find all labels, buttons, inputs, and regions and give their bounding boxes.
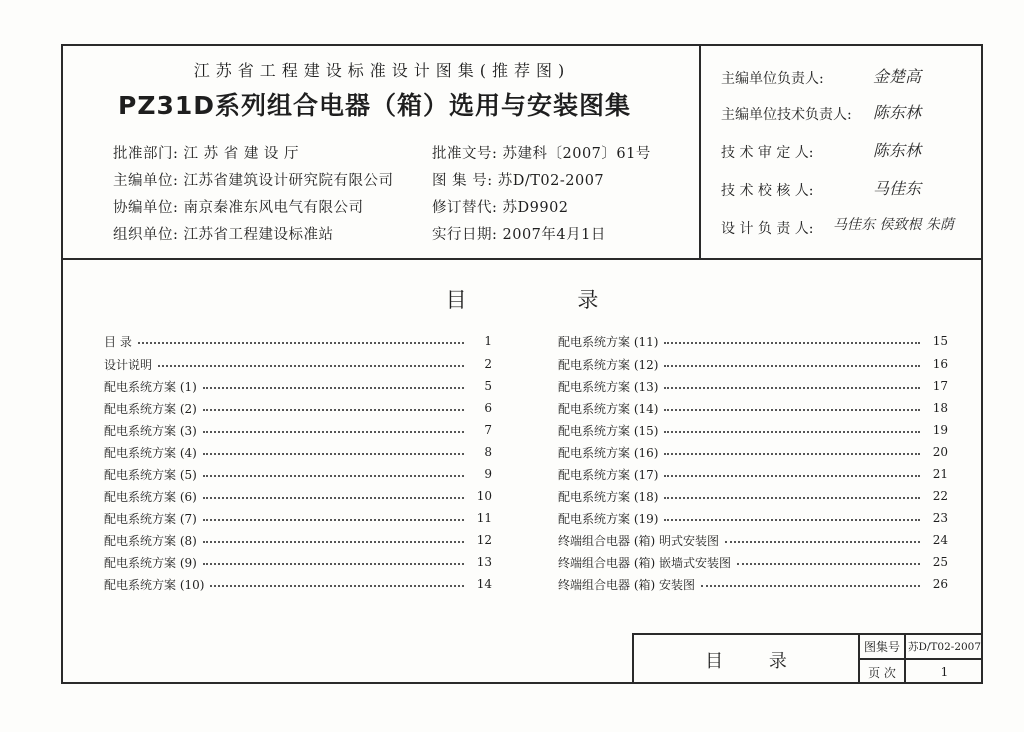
page-label: 页 次: [860, 660, 906, 684]
responsible-technical-label: 主编单位技术负责人:: [721, 107, 852, 123]
toc-item[interactable]: 配电系统方案 (18) 22: [558, 489, 948, 504]
signature-5: 马佳东 侯致根 朱荫: [833, 217, 954, 233]
leader-dots: [203, 453, 464, 455]
page-number: 1: [940, 665, 949, 679]
signature-1: 金楚高: [873, 67, 922, 86]
toc-item[interactable]: 终端组合电器 (箱) 明式安装图 24: [558, 533, 948, 548]
chief-editor-unit: 主编单位: 江苏省建筑设计研究院有限公司: [113, 173, 394, 189]
toc-item[interactable]: 目 录 1: [104, 334, 492, 349]
toc-item[interactable]: 配电系统方案 (5) 9: [104, 467, 492, 482]
leader-dots: [203, 541, 464, 543]
leader-dots: [158, 365, 464, 367]
leader-dots: [701, 585, 920, 587]
leader-dots: [210, 585, 464, 587]
leader-dots: [725, 541, 920, 543]
leader-dots: [664, 365, 920, 367]
toc-item[interactable]: 配电系统方案 (1) 5: [104, 379, 492, 394]
toc-item[interactable]: 配电系统方案 (17) 21: [558, 467, 948, 482]
responsible-chief-unit-label: 主编单位负责人:: [721, 71, 824, 87]
leader-dots: [664, 497, 920, 499]
title-block: [632, 633, 983, 684]
atlas-number-label: 图集号: [860, 635, 906, 660]
leader-dots: [664, 475, 920, 477]
design-leader-label: 设 计 负 责 人:: [721, 221, 814, 237]
toc-item[interactable]: 配电系统方案 (11) 15: [558, 334, 948, 349]
signature-2: 陈东林: [873, 103, 922, 122]
replaces: 修订替代: 苏D9902: [432, 200, 569, 216]
organizing-unit: 组织单位: 江苏省工程建设标准站: [113, 227, 334, 243]
toc-item[interactable]: 配电系统方案 (6) 10: [104, 489, 492, 504]
toc-item[interactable]: 配电系统方案 (19) 23: [558, 511, 948, 526]
leader-dots: [203, 563, 464, 565]
leader-dots: [664, 409, 920, 411]
header-divider: [63, 258, 981, 260]
toc-item[interactable]: 配电系统方案 (10) 14: [104, 577, 492, 592]
toc-item[interactable]: 配电系统方案 (7) 11: [104, 511, 492, 526]
toc-item[interactable]: 配电系统方案 (3) 7: [104, 423, 492, 438]
technical-approver-label: 技 术 审 定 人:: [721, 145, 814, 161]
leader-dots: [664, 387, 920, 389]
atlas-number: 图 集 号: 苏D/T02-2007: [432, 173, 605, 189]
main-title: PZ31D系列组合电器（箱）选用与安装图集: [118, 91, 631, 120]
toc-item[interactable]: 配电系统方案 (4) 8: [104, 445, 492, 460]
toc-item[interactable]: 配电系统方案 (12) 16: [558, 357, 948, 372]
leader-dots: [203, 431, 464, 433]
signature-3: 陈东林: [873, 141, 922, 160]
toc-item[interactable]: 终端组合电器 (箱) 安装图 26: [558, 577, 948, 592]
co-editor-unit: 协编单位: 南京秦准东风电气有限公司: [113, 200, 364, 216]
toc-item[interactable]: 设计说明 2: [104, 357, 492, 372]
technical-checker-label: 技 术 校 核 人:: [721, 183, 814, 199]
effective-date: 实行日期: 2007年4月1日: [432, 227, 606, 243]
leader-dots: [664, 342, 920, 344]
toc-item[interactable]: 配电系统方案 (15) 19: [558, 423, 948, 438]
leader-dots: [203, 519, 464, 521]
title-block-name: 目 录: [634, 635, 860, 684]
leader-dots: [203, 387, 464, 389]
leader-dots: [203, 409, 464, 411]
leader-dots: [664, 519, 920, 521]
toc-title: 目 录: [445, 288, 651, 312]
toc-item[interactable]: 终端组合电器 (箱) 嵌墙式安装图 25: [558, 555, 948, 570]
signature-4: 马佳东: [873, 179, 922, 198]
toc-item[interactable]: 配电系统方案 (2) 6: [104, 401, 492, 416]
leader-dots: [664, 453, 920, 455]
drawing-frame: [61, 44, 983, 684]
leader-dots: [138, 342, 464, 344]
leader-dots: [203, 475, 464, 477]
leader-dots: [664, 431, 920, 433]
header-left-panel: [63, 46, 701, 258]
toc-item[interactable]: 配电系统方案 (13) 17: [558, 379, 948, 394]
leader-dots: [203, 497, 464, 499]
toc-item[interactable]: 配电系统方案 (8) 12: [104, 533, 492, 548]
series-title: 江苏省工程建设标准设计图集(推荐图): [193, 61, 571, 80]
leader-dots: [737, 563, 920, 565]
atlas-number-value: 苏D/T02-2007: [906, 635, 983, 660]
responsibility-panel: [701, 46, 981, 258]
toc-item[interactable]: 配电系统方案 (9) 13: [104, 555, 492, 570]
approval-dept: 批准部门: 江 苏 省 建 设 厅: [113, 146, 300, 162]
toc-item[interactable]: 配电系统方案 (16) 20: [558, 445, 948, 460]
toc-item[interactable]: 配电系统方案 (14) 18: [558, 401, 948, 416]
approval-number: 批准文号: 苏建科〔2007〕61号: [432, 146, 651, 162]
